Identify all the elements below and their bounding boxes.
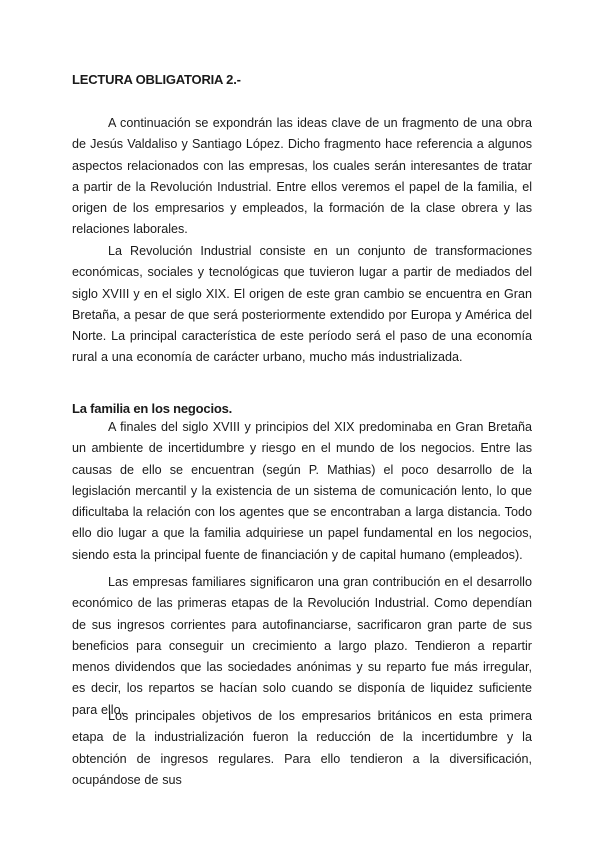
section-paragraph-1: A finales del siglo XVIII y principios del XIX predominaba en Gran Bretaña un ambiente de incertidumbre y riesgo en el mundo de los negocios. Entre las causas de ello se encuentran (según P. Mathias) el poco desarrollo de la legislación mercantil y la existencia de un sistema de comunicación lento, lo que dificultaba la relación con los agentes que se encontraban a larga distancia. Todo ello dio lugar a que la familia adquiriese un papel fundamental en los negocios, siendo esta la principal fuente de financiación y de capital humano (empleados). bbox=[72, 420, 532, 562]
intro-paragraph-2: La Revolución Industrial consiste en un conjunto de transformaciones económicas, sociales y tecnológicas que tuvieron lugar a partir de mediados del siglo XVIII y en el siglo XIX. El origen de este gran cambio se encuentra en Gran Bretaña, a pesar de que será posteriormente extendido por Europa y América del Norte. La principal característica de este período será el paso de una economía rural a una economía de carácter urbano, mucho más industrializada. bbox=[72, 244, 532, 365]
document-title: LECTURA OBLIGATORIA 2.- bbox=[72, 72, 241, 87]
section-heading: La familia en los negocios. bbox=[72, 401, 233, 416]
section-paragraph-2: Las empresas familiares significaron una gran contribución en el desarrollo económico de las primeras etapas de la Revolución Industrial. Como dependían de sus ingresos corrientes para autofinanciarse, sacrificaron gran parte de sus beneficios para conseguir un crecimiento a largo plazo. Tendieron a repartir menos dividendos que las sociedades anónimas y su reparto fue más irregular, es decir, los repartos se hacían solo cuando se disponía de liquidez suficiente para ello. bbox=[72, 575, 532, 717]
intro-paragraph-1: A continuación se expondrán las ideas clave de un fragmento de una obra de Jesús Valdaliso y Santiago López. Dicho fragmento hace referencia a algunos aspectos relacionados con las empresas, los cuales serán interesantes de tratar a partir de la Revolución Industrial. Entre ellos veremos el papel de la familia, el origen de los empresarios y empleados, la formación de la clase obrera y las relaciones laborales. bbox=[72, 116, 532, 237]
section-paragraph-3: Los principales objetivos de los empresarios británicos en esta primera etapa de la industrialización fueron la reducción de la incertidumbre y la obtención de ingresos regulares. Para ello tendieron a la diversificación, ocupándose de sus bbox=[72, 709, 532, 787]
